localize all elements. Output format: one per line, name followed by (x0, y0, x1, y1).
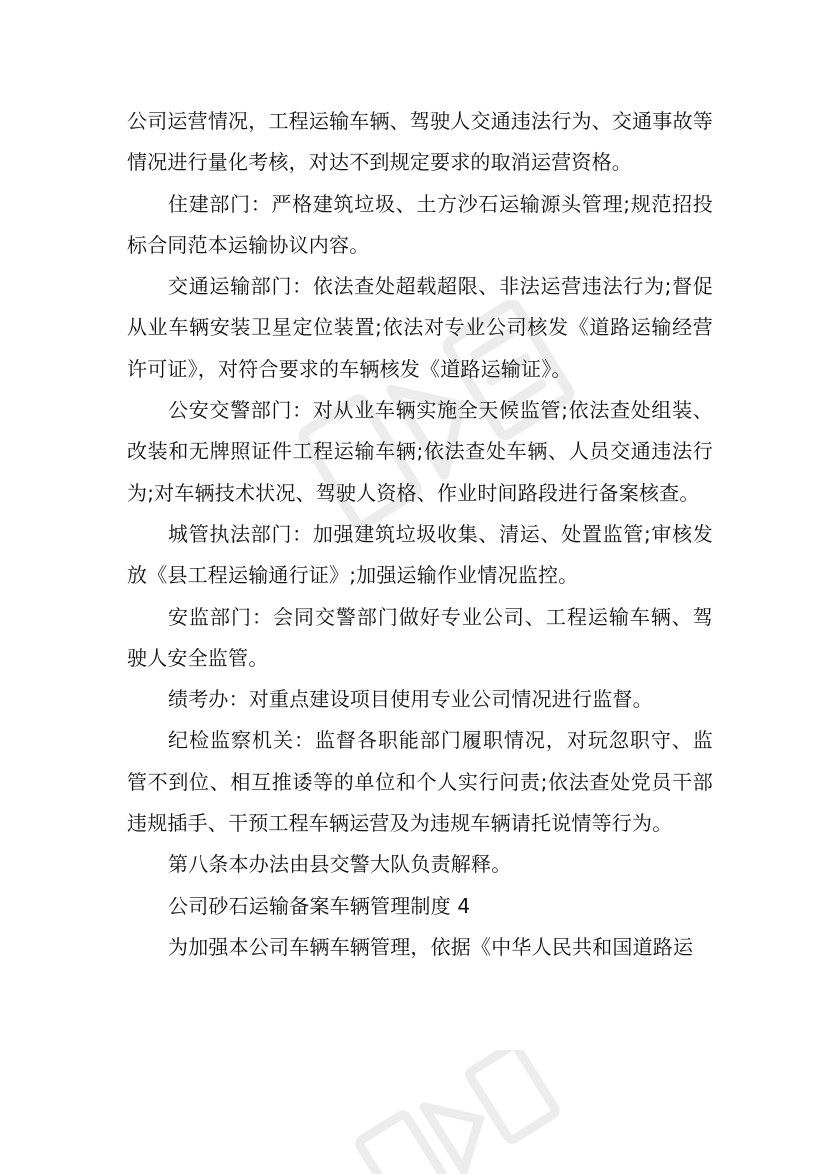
paragraph: 住建部门：严格建筑垃圾、土方沙石运输源头管理;规范招投标合同范本运输协议内容。 (127, 191, 713, 257)
paragraph: 公安交警部门：对从业车辆实施全天候监管;依法查处组装、改装和无牌照证件工程运输车辆;依法查处车辆、人员交通违法行为;对车辆技术状况、驾驶人资格、作业时间路段进行备案核查。 (127, 398, 713, 505)
paragraph: 交通运输部门：依法查处超载超限、非法运营违法行为;督促从业车辆安装卫星定位装置;依法对专业公司核发《道路运输经营许可证》，对符合要求的车辆核发《道路运输证》。 (127, 274, 713, 381)
section-heading: 公司砂石运输备案车辆管理制度 4 (168, 893, 471, 918)
paragraph: 为加强本公司车辆车辆管理，依据《中华人民共和国道路运 (168, 934, 694, 959)
paragraph: 纪检监察机关：监督各职能部门履职情况，对玩忽职守、监管不到位、相互推诿等的单位和个人实行问责;依法查处党员干部违规插手、干预工程车辆运营及为违规车辆请托说情等行为。 (127, 728, 713, 836)
paragraph: 公司运营情况，工程运输车辆、驾驶人交通违法行为、交通事故等情况进行量化考核，对达不到规定要求的取消运营资格。 (127, 109, 713, 175)
paragraph: 绩考办：对重点建设项目使用专业公司情况进行监督。 (168, 687, 653, 712)
paragraph: 安监部门：会同交警部门做好专业公司、工程运输车辆、驾驶人安全监管。 (127, 604, 713, 670)
paragraph: 城管执法部门：加强建筑垃圾收集、清运、处置监管;审核发放《县工程运输通行证》;加强运输作业情况监控。 (127, 521, 713, 588)
document-body (127, 101, 713, 968)
paragraph: 第八条本办法由县交警大队负责解释。 (168, 852, 512, 877)
watermark-graphic-bottom (340, 1050, 560, 1174)
